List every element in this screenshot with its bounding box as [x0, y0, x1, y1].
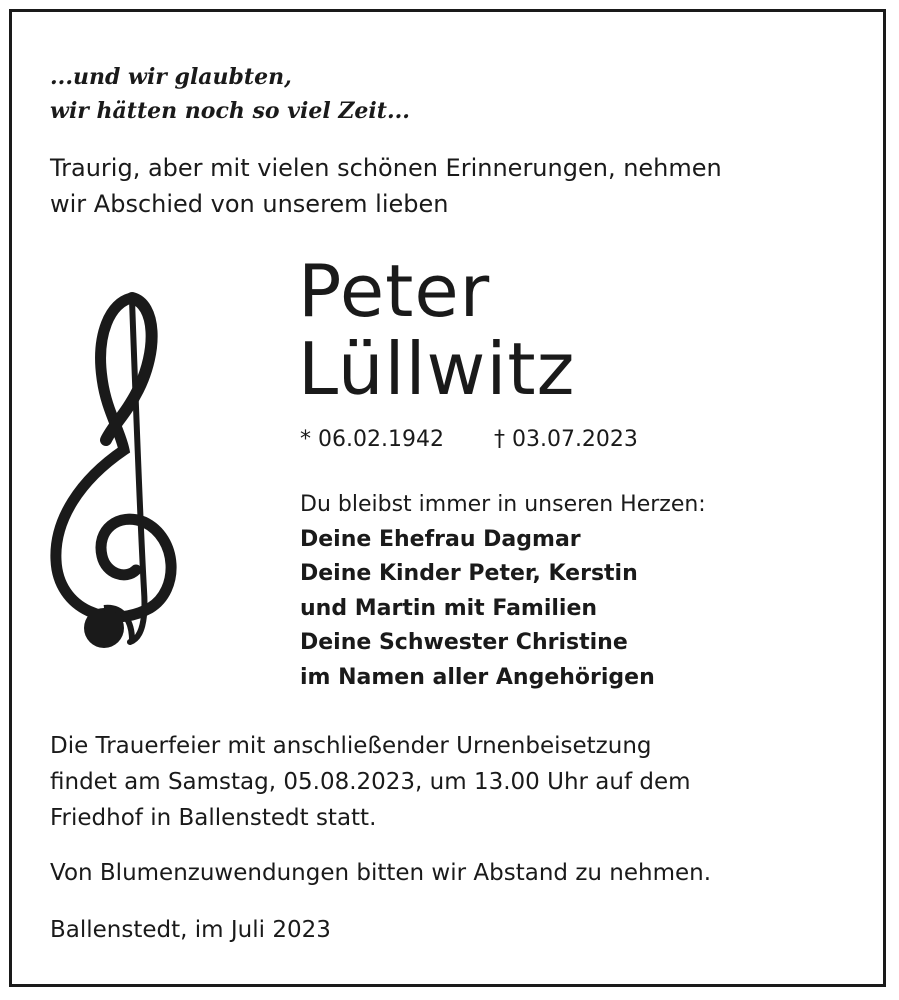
mourners-block — [300, 488, 706, 695]
life-dates — [300, 423, 638, 457]
mourner-line: Deine Ehefrau Dagmar — [300, 526, 581, 552]
mourner-line: im Namen aller Angehörigen — [300, 664, 655, 690]
mourners-intro: Du bleibst immer in unseren Herzen: — [300, 492, 706, 517]
motto-line-2: wir hätten noch so viel Zeit... — [50, 98, 410, 124]
flowers-note: Von Blumenzuwendungen bitten wir Abstand zu nehmen. — [50, 860, 712, 886]
deceased-first-name: Peter — [298, 249, 491, 333]
service-info — [50, 728, 691, 836]
intro-line-1: Traurig, aber mit vielen schönen Erinnerungen, nehmen — [50, 154, 722, 182]
mourner-line: und Martin mit Familien — [300, 595, 598, 621]
mourner-line: Deine Schwester Christine — [300, 630, 628, 655]
clef-dot — [84, 608, 124, 648]
deceased-last-name: Lüllwitz — [298, 327, 576, 411]
mourner-line: Deine Kinder Peter, Kerstin — [300, 561, 638, 586]
deceased-name — [298, 249, 576, 411]
death-date: † 03.07.2023 — [493, 427, 638, 452]
motto-quote — [50, 60, 410, 128]
birth-date: * 06.02.1942 — [300, 427, 444, 452]
treble-clef-icon — [40, 290, 190, 660]
service-line-2: findet am Samstag, 05.08.2023, um 13.00 Uhr auf dem — [50, 769, 691, 795]
service-line-3: Friedhof in Ballenstedt statt. — [50, 805, 377, 831]
service-line-1: Die Trauerfeier mit anschließender Urnenbeisetzung — [50, 733, 652, 759]
place-and-date: Ballenstedt, im Juli 2023 — [50, 917, 331, 943]
motto-line-1: ...und wir glaubten, — [50, 64, 292, 90]
intro-line-2: wir Abschied von unserem lieben — [50, 190, 449, 218]
intro-text — [50, 150, 722, 222]
